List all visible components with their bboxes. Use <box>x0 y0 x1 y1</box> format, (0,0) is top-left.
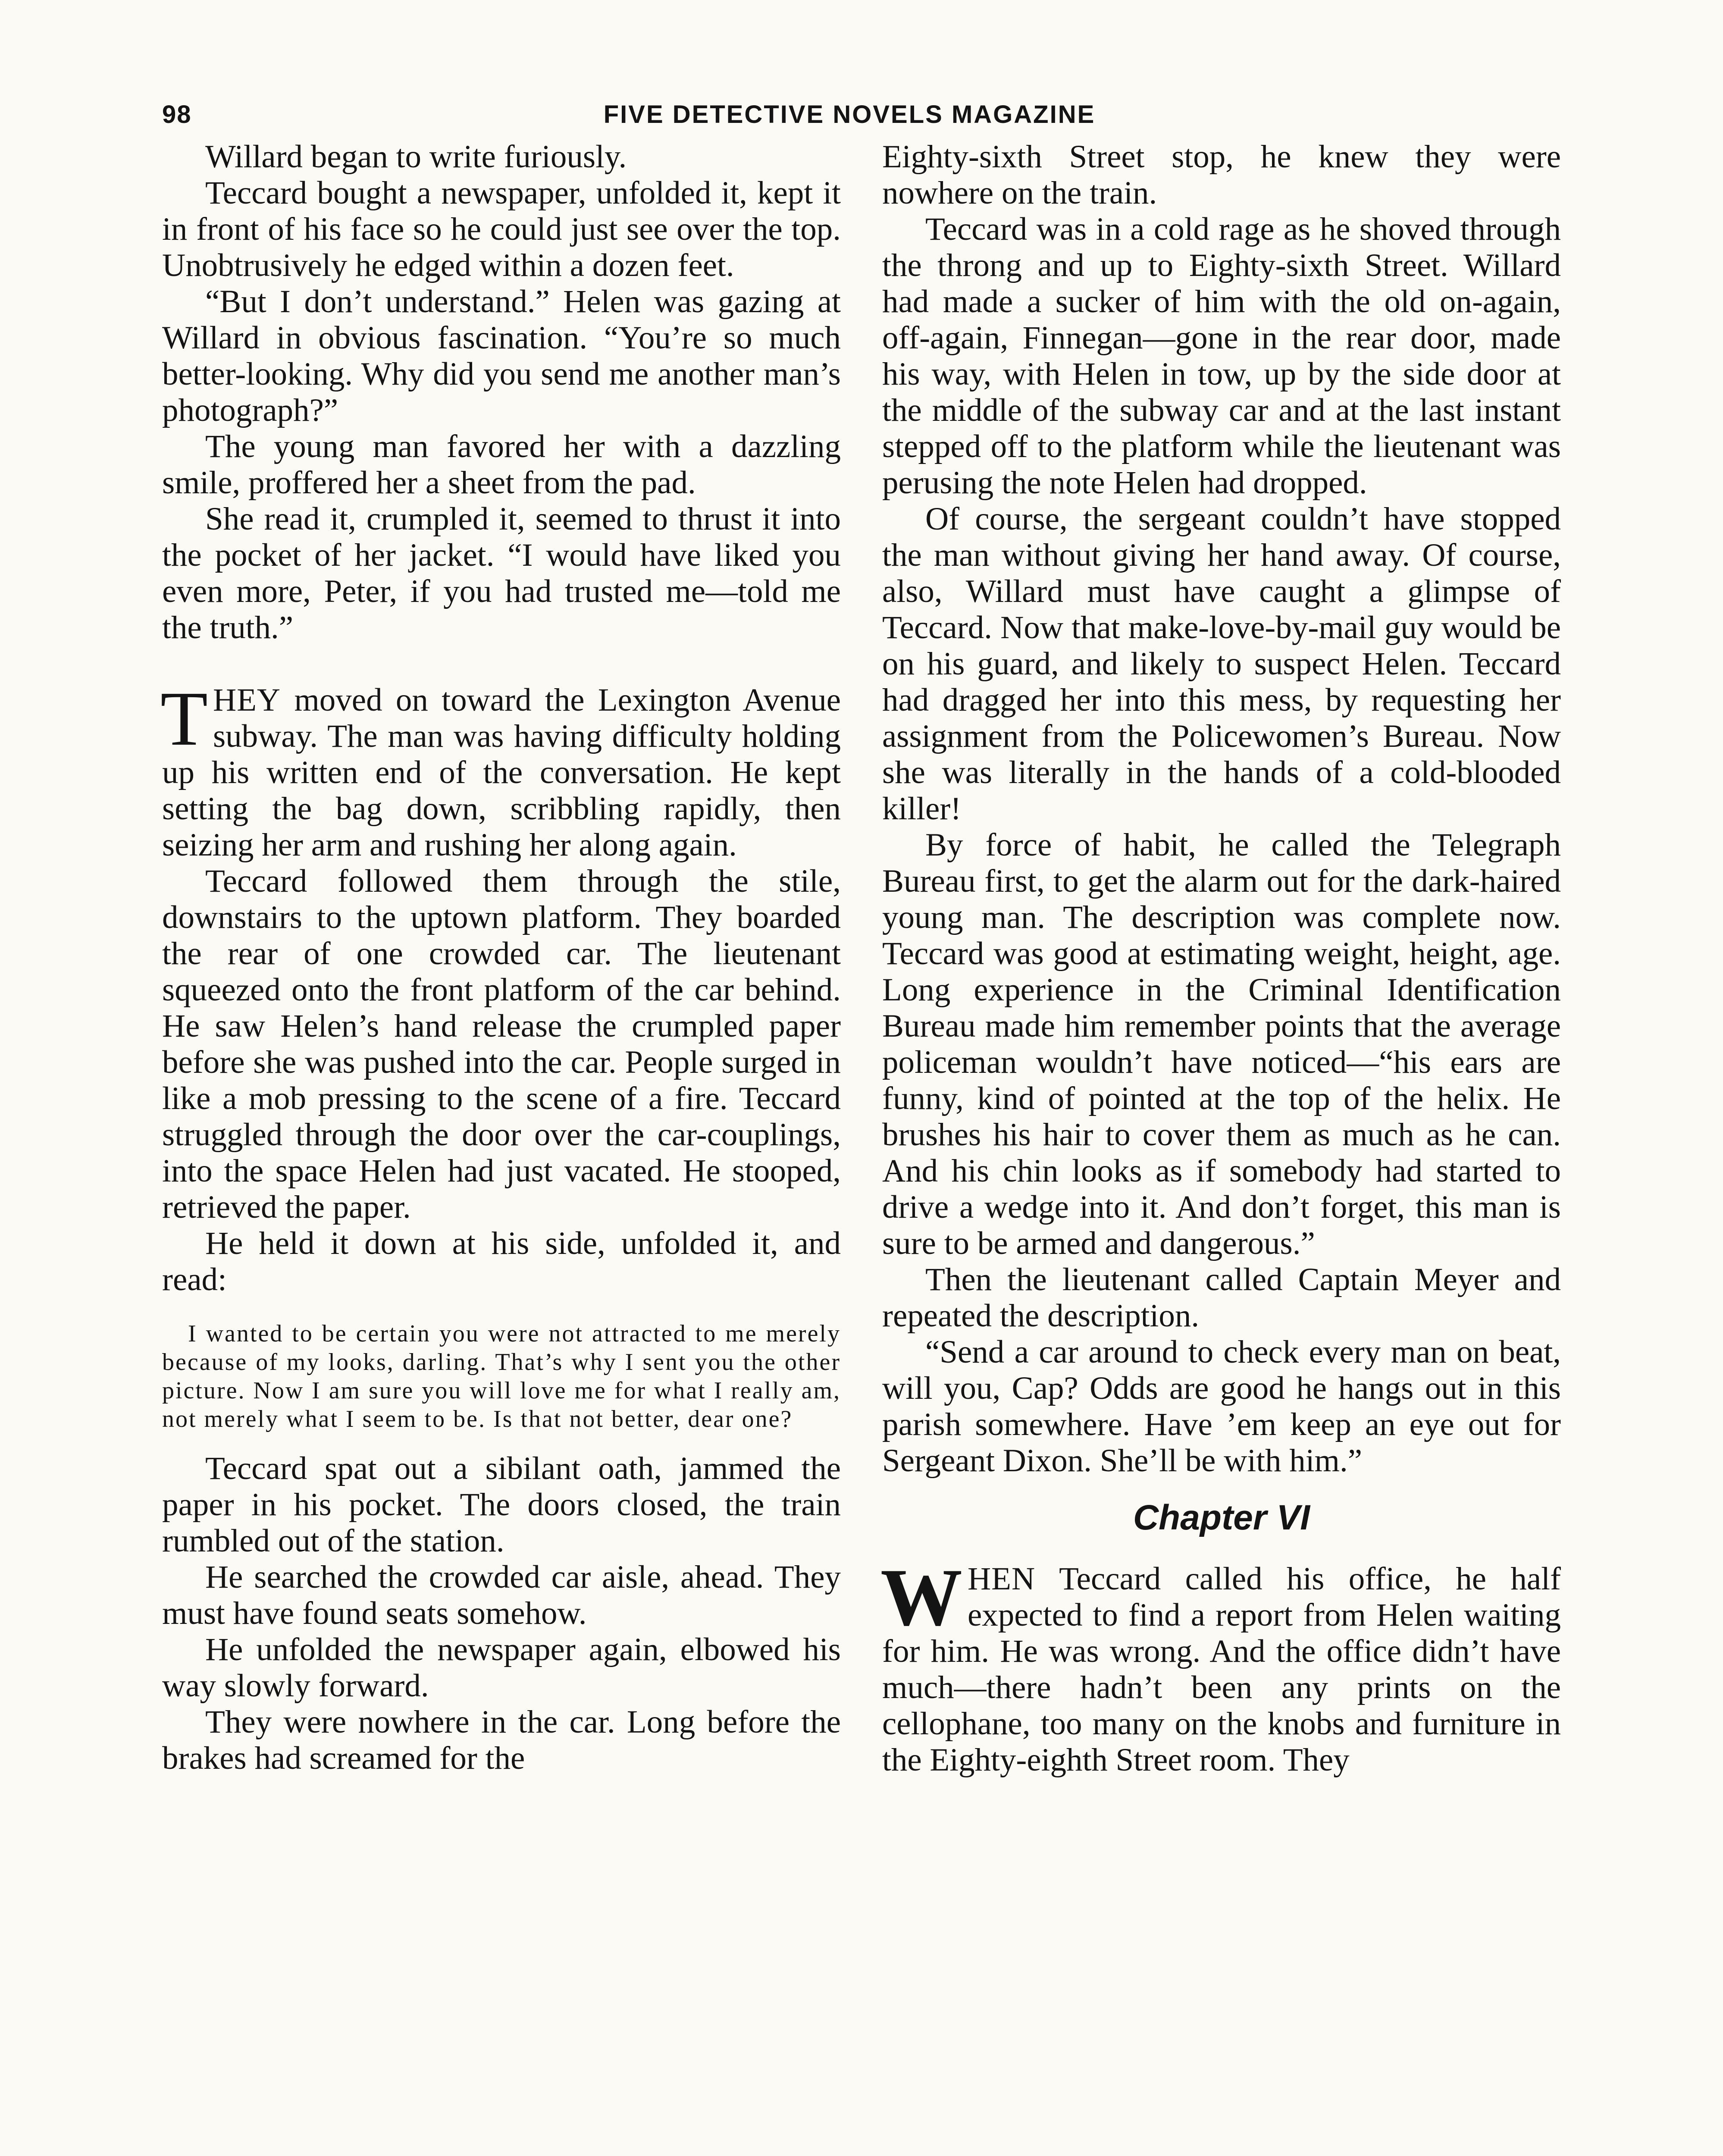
page-header <box>0 100 1723 139</box>
paragraph: They were nowhere in the car. Long before the brakes had screamed for the <box>162 1704 841 1776</box>
paragraph-text: Teccard called his office, he half expected to find a report from Helen waiting for him. He was wrong. And the office didn’t have much—there hadn’t been any prints on the cellophane, too many on the knobs and furniture in the Eighty-eighth Street room. They <box>882 1561 1561 1778</box>
paragraph: The young man favored her with a dazzling smile, proffered her a sheet from the pad. <box>162 429 841 501</box>
paragraph: He searched the crowded car aisle, ahead. They must have found seats somehow. <box>162 1559 841 1631</box>
paragraph: He unfolded the newspaper again, elbowed his way slowly forward. <box>162 1632 841 1704</box>
paragraph: Willard began to write furiously. <box>205 139 627 175</box>
quoted-note: I wanted to be certain you were not attracted to me merely because of my looks, darling. That’s why I sent you the other picture. Now I am sure you will love me for what I really am, not merely what I seem to be. Is that not better, dear one? <box>162 1320 841 1432</box>
drop-cap: W <box>880 1552 962 1643</box>
right-column <box>882 139 1561 1778</box>
small-caps-lead: HEY <box>213 682 281 718</box>
paragraph: She read it, crumpled it, seemed to thrust it into the pocket of her jacket. “I would have liked you even more, Peter, if you had trusted me—told me the truth.” <box>162 501 841 646</box>
paragraph: Teccard followed them through the stile, downstairs to the uptown platform. They boarded the rear of one crowded car. The lieutenant squeezed onto the front platform of the car behind. He saw Helen’s hand release the crumpled paper before she was pushed into the car. People surged in like a mob pressing to the scene of a fire. Teccard struggled through the door over the car-couplings, into the space Helen had just vacated. He stooped, retrieved the paper. <box>162 863 841 1225</box>
running-head: FIVE DETECTIVE NOVELS MAGAZINE <box>603 100 1096 128</box>
paragraph: “Send a car around to check every man on beat, will you, Cap? Odds are good he hangs out in this parish somewhere. Have ’em keep an eye out for Sergeant Dixon. She’ll be with him.” <box>882 1334 1561 1479</box>
paragraph: He held it down at his side, unfolded it, and read: <box>162 1225 841 1297</box>
left-column <box>162 139 841 1777</box>
paragraph: “But I don’t understand.” Helen was gazing at Willard in obvious fascination. “You’re so much better-looking. Why did you send me another man’s photograph?” <box>162 284 841 428</box>
paragraph: Of course, the sergeant couldn’t have stopped the man without giving her hand away. Of course, also, Willard must have caught a glimpse of Teccard. Now that make-love-by-mail guy would be on his guard, and likely to suspect Helen. Teccard had dragged her into this mess, by requesting her assignment from the Policewomen’s Bureau. Now she was literally in the hands of a cold-blooded killer! <box>882 501 1561 827</box>
chapter-opening-paragraph <box>880 1552 1561 1778</box>
drop-cap: T <box>160 676 208 761</box>
paragraph: Teccard bought a newspaper, unfolded it, kept it in front of his face so he could just see over the top. Unobtrusively he edged within a dozen feet. <box>162 175 841 283</box>
paragraph: Teccard was in a cold rage as he shoved through the throng and up to Eighty-sixth Street. Willard had made a sucker of him with the old on-again, off-again, Finnegan—gone in the rear door, made his way, with Helen in tow, up by the side door at the middle of the subway car and at the last instant stepped off to the platform while the lieutenant was perusing the note Helen had dropped. <box>882 211 1561 501</box>
paragraph: Then the lieutenant called Captain Meyer and repeated the description. <box>882 1262 1561 1334</box>
small-caps-lead: HEN <box>968 1561 1036 1597</box>
section-break <box>162 646 841 682</box>
paragraph: Eighty-sixth Street stop, he knew they were nowhere on the train. <box>882 139 1561 211</box>
section-opening-paragraph <box>160 676 841 863</box>
paragraph: Teccard spat out a sibilant oath, jammed the paper in his pocket. The doors closed, the train rumbled out of the station. <box>162 1451 841 1559</box>
page-number: 98 <box>162 100 192 128</box>
chapter-heading: Chapter VI <box>1133 1498 1310 1537</box>
paragraph: By force of habit, he called the Telegraph Bureau first, to get the alarm out for the dark-haired young man. The description was complete now. Teccard was good at estimating weight, height, age. Long experience in the Criminal Identification Bureau made him remember points that the average policeman wouldn’t have noticed—“his ears are funny, kind of pointed at the top of the helix. He brushes his hair to cover them as much as he can. And his chin looks as if somebody had started to drive a wedge into it. And don’t forget, this man is sure to be armed and dangerous.” <box>882 827 1561 1261</box>
paragraph-text: moved on toward the Lexington Avenue subway. The man was having difficulty holding up his written end of the conversation. He kept setting the bag down, scribbling rapidly, then seizing her arm and rushing her along again. <box>162 682 841 863</box>
